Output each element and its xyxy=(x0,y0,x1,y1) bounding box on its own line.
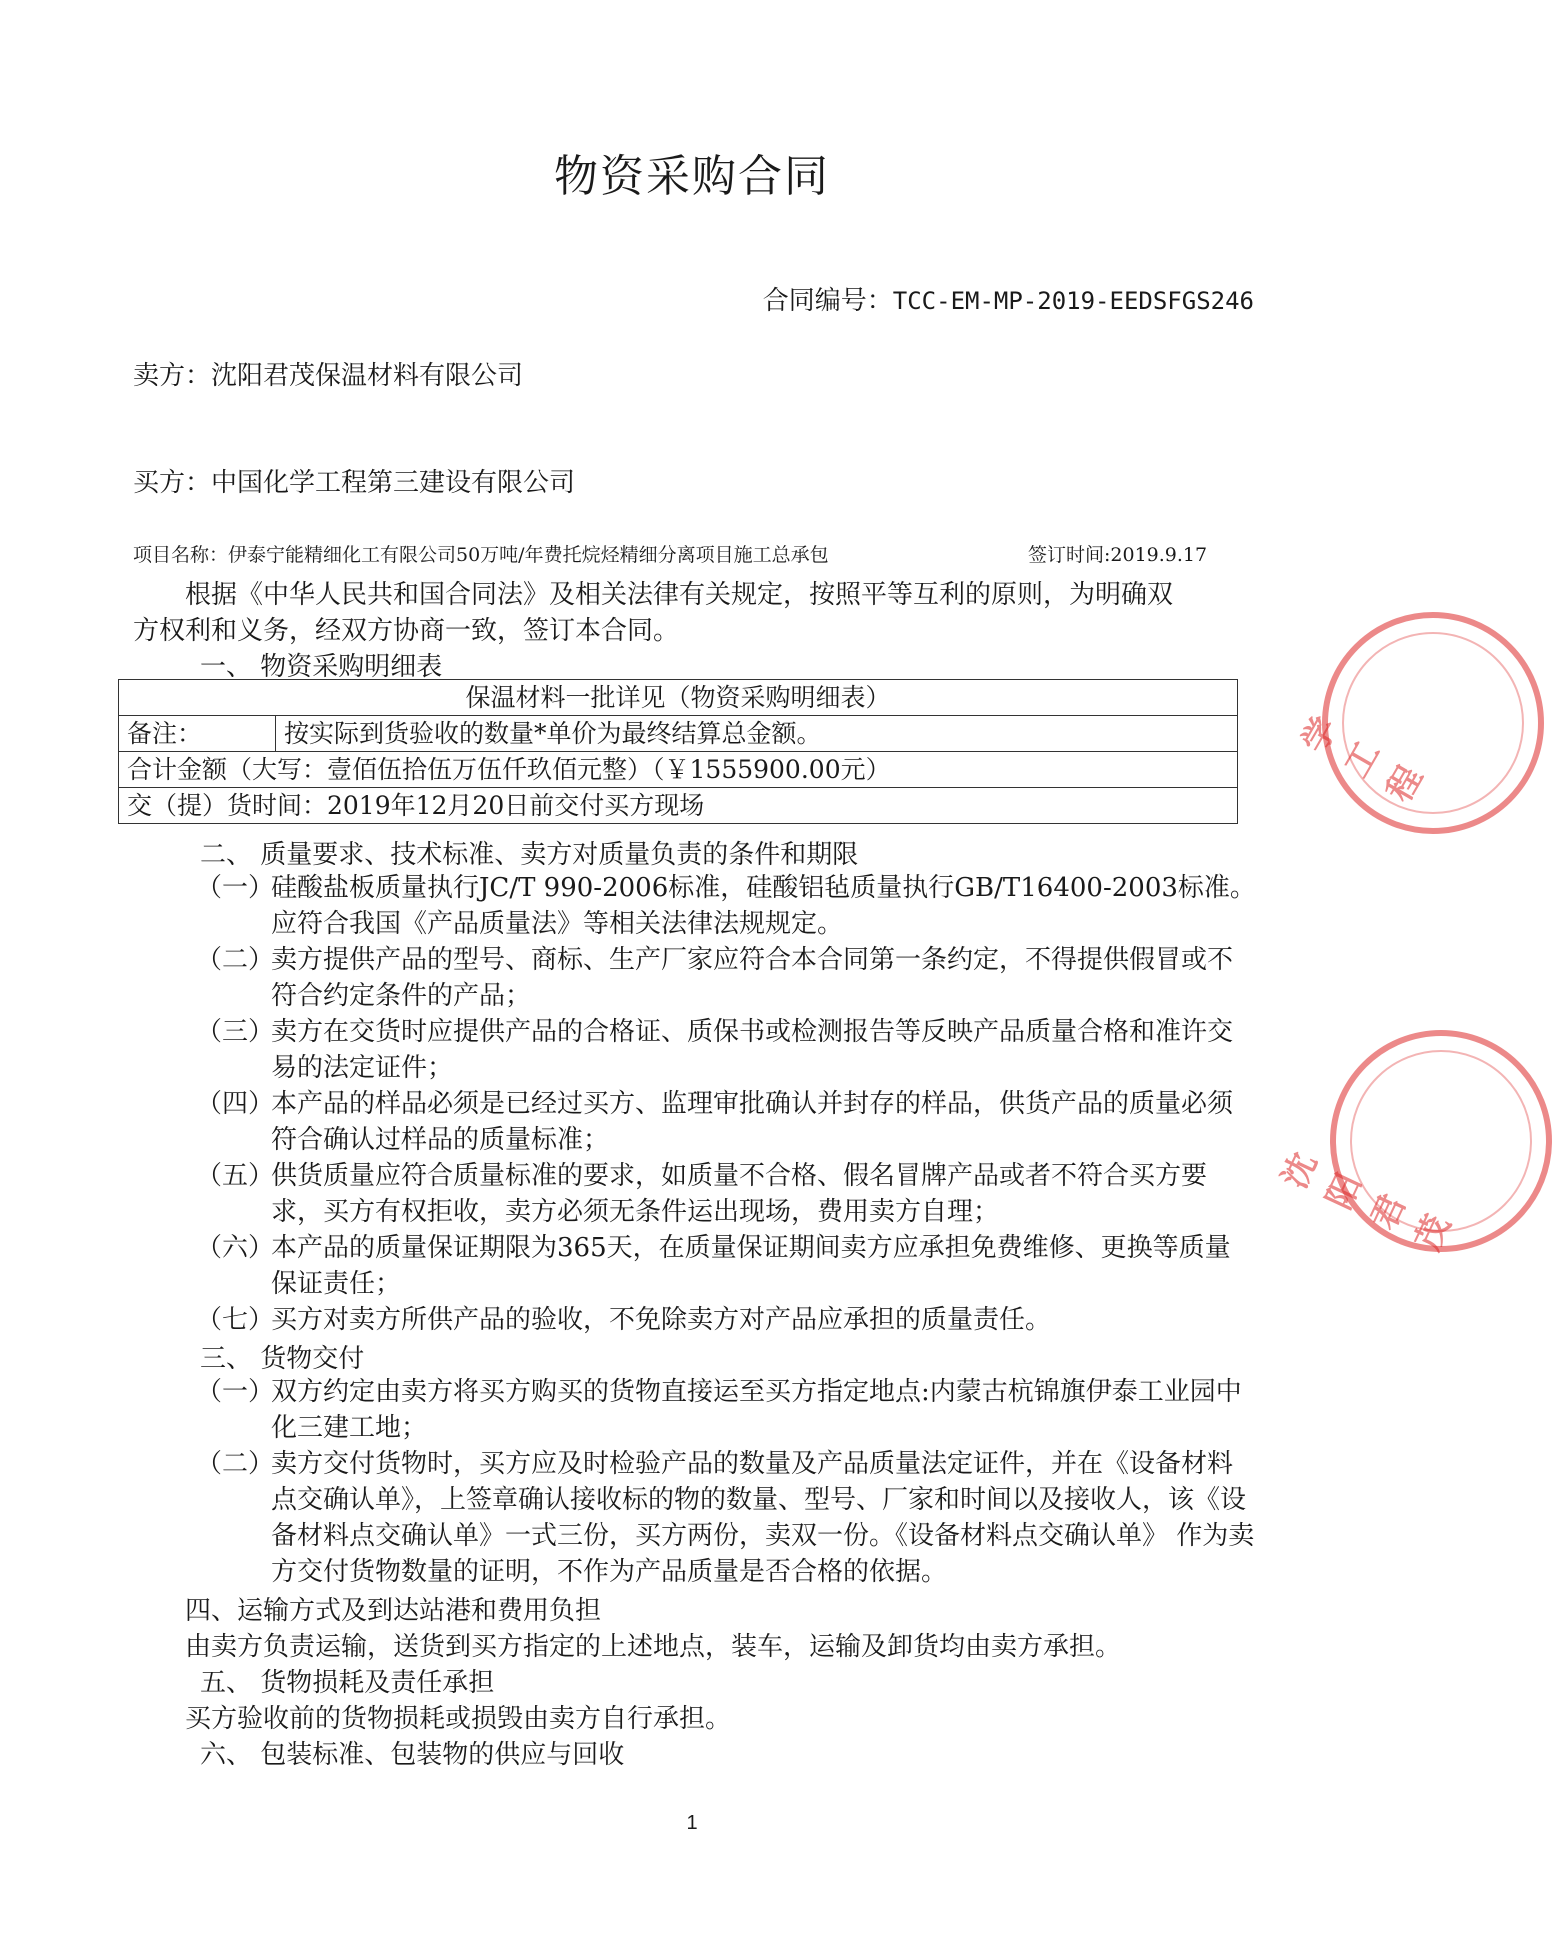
clause-number: （五） xyxy=(196,1161,275,1191)
clause-number: （六） xyxy=(196,1233,275,1263)
table-total: 合计金额（大写：壹佰伍拾伍万伍仟玖佰元整）（￥1555900.00元） xyxy=(119,752,1238,788)
section-2-heading: 二、 质量要求、技术标准、卖方对质量负责的条件和期限 xyxy=(200,840,859,870)
clause-text: 本产品的质量保证期限为365天，在质量保证期间卖方应承担免费维修、更换等质量保证责任； xyxy=(271,1233,1231,1299)
section-5-text: 买方验收前的货物损耗或损毁由卖方自行承担。 xyxy=(185,1704,732,1734)
clause-number: （四） xyxy=(196,1089,275,1119)
section-3-heading: 三、 货物交付 xyxy=(200,1344,365,1374)
clause-number: （一） xyxy=(196,873,275,903)
section-4-text: 由卖方负责运输，送货到买方指定的上述地点，装车，运输及卸货均由卖方承担。 xyxy=(185,1632,1122,1662)
purchase-table xyxy=(118,679,1238,824)
clause-text: 卖方提供产品的型号、商标、生产厂家应符合本合同第一条约定，不得提供假冒或不符合约定条件的产品； xyxy=(271,945,1234,1011)
signed-date: 签订时间:2019.9.17 xyxy=(1028,544,1208,566)
seller xyxy=(133,355,523,392)
buyer-label: 买方： xyxy=(133,468,212,498)
clause-number: （二） xyxy=(196,945,275,975)
section-4-heading: 四、运输方式及到达站港和费用负担 xyxy=(185,1596,602,1626)
clause-text: 卖方在交货时应提供产品的合格证、质保书或检测报告等反映产品质量合格和准许交易的法定证件； xyxy=(271,1017,1234,1083)
section-5-heading: 五、 货物损耗及责任承担 xyxy=(200,1668,495,1698)
project-name: 项目名称：伊泰宁能精细化工有限公司50万吨/年费托烷烃精细分离项目施工总承包 xyxy=(133,544,829,566)
seal-bottom-text: 沈阳君茂 xyxy=(1274,1146,1459,1257)
clause-text: 卖方交付货物时，买方应及时检验产品的数量及产品质量法定证件，并在《设备材料点交确认单》，上签章确认接收标的物的数量、型号、厂家和时间以及接收人，该《设备材料点交确认单》一式三份，买方两份，卖双一份。《设备材料点交确认单》 作为卖方交付货物数量的证明，不作为产品质量是否合格的依据。 xyxy=(271,1449,1255,1587)
clause-text: 硅酸盐板质量执行JC/T 990-2006标准，硅酸铝毡质量执行GB/T16400-2003标准。应符合我国《产品质量法》等相关法律法规规定。 xyxy=(271,873,1256,939)
contract-number xyxy=(763,280,1254,317)
table-note-label: 备注： xyxy=(119,716,276,752)
section-1-heading: 一、 物资采购明细表 xyxy=(200,652,443,682)
seal-top-text: 学工程 xyxy=(1294,710,1431,809)
section-6-heading: 六、 包装标准、包装物的供应与回收 xyxy=(200,1740,625,1770)
clause-text: 本产品的样品必须是已经过买方、监理审批确认并封存的样品，供货产品的质量必须符合确认过样品的质量标准； xyxy=(271,1089,1234,1155)
document-title: 物资采购合同 xyxy=(554,151,830,202)
clause-number: （七） xyxy=(196,1305,275,1335)
clause-text: 双方约定由卖方将买方购买的货物直接运至买方指定地点:内蒙古杭锦旗伊泰工业园中化三建工地； xyxy=(271,1377,1242,1443)
seller-label: 卖方： xyxy=(133,361,212,391)
page-number: 1 xyxy=(686,1812,698,1834)
contract-number-value: TCC-EM-MP-2019-EEDSFGS246 xyxy=(892,287,1254,315)
clause-number: （三） xyxy=(196,1017,275,1047)
clause-number: （一） xyxy=(196,1377,275,1407)
clause-text: 买方对卖方所供产品的验收，不免除卖方对产品应承担的质量责任。 xyxy=(271,1305,1052,1335)
table-delivery: 交（提）货时间：2019年12月20日前交付买方现场 xyxy=(119,788,1238,824)
seller-name: 沈阳君茂保温材料有限公司 xyxy=(211,361,524,391)
company-seal-top xyxy=(1322,612,1544,834)
buyer-name: 中国化学工程第三建设有限公司 xyxy=(211,468,576,498)
buyer xyxy=(133,462,575,499)
table-note-value: 按实际到货验收的数量*单价为最终结算总金额。 xyxy=(276,716,1238,752)
project-line xyxy=(133,540,1208,567)
clause-number: （二） xyxy=(196,1449,275,1479)
intro-line-1: 根据《中华人民共和国合同法》及相关法律有关规定，按照平等互利的原则，为明确双 xyxy=(185,580,1174,610)
clause-text: 供货质量应符合质量标准的要求，如质量不合格、假名冒牌产品或者不符合买方要求，买方有权拒收，卖方必须无条件运出现场，费用卖方自理； xyxy=(271,1161,1208,1227)
table-header: 保温材料一批详见（物资采购明细表） xyxy=(119,680,1238,716)
contract-number-label: 合同编号： xyxy=(762,286,893,316)
intro-line-2: 方权利和义务，经双方协商一致，签订本合同。 xyxy=(133,616,680,646)
